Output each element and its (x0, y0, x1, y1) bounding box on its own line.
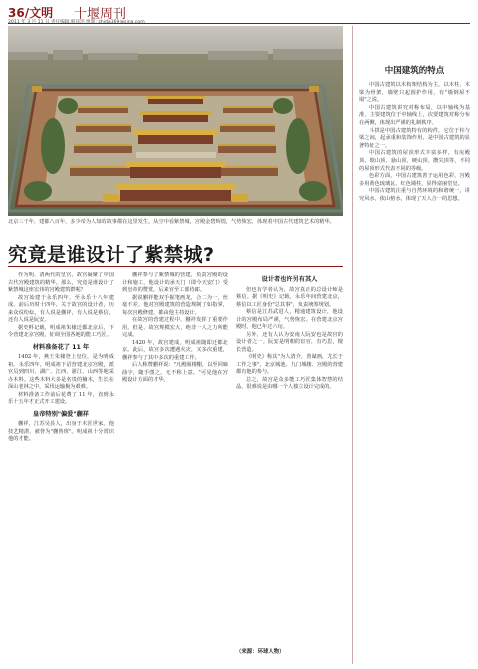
publication-title: 十堰周刊 (74, 7, 127, 22)
paragraph: 色彩方面，中国古建筑善于运用色彩，宫殿多用黄色琉璃瓦、红色墙柱，显得富丽堂皇。 (359, 173, 470, 187)
paragraph: 1402 年，燕王朱棣登上皇位，是为明成祖。永乐四年，明成祖下诏营建北京宫殿，派官员到四川、湖广、江西、浙江、山西等地采办木料。这些木料大多是名贵的楠木，生长在深山老林之中，采伐运输极为艰难。 (8, 354, 114, 390)
sidebar-text (359, 82, 470, 204)
paragraph: 故宫始建于永乐四年，至永乐十八年建成，前后历时十四年。关于故宫的设计者，历来众说纷纭，有人说是蒯祥，有人说是蔡信，还有人说是阮安。 (8, 294, 114, 323)
paragraph: 在故宫的营建过程中，蒯祥发挥了重要作用，但是，故宫规模宏大，绝非一人之力所能完成。 (122, 317, 228, 338)
headline-rule (8, 266, 343, 267)
sidebar-column (352, 26, 470, 664)
page-section: 36/文明 (8, 6, 54, 20)
section-heading: 材料准备花了 11 年 (32, 343, 90, 351)
sidebar-title: 中国建筑的特点 (384, 66, 445, 76)
paragraph: 作为明、清两代的皇宫，故宫凝聚了中国古代宫殿建筑的精华。那么，究竟是谁设计了紫禁城这座宏伟的宫殿建筑群呢？ (8, 272, 114, 293)
paragraph: 蒯祥，江苏吴县人，出身于木匠世家。他技艺精湛，被誉为"蒯鲁班"。明成祖十分赏识他的才能。 (8, 421, 114, 442)
article-credit: （来源：环球人物） (236, 649, 285, 655)
paragraph: 蒯祥参与了紫禁城的营建，负责宫殿的设计和施工，他设计的承天门（即今天安门）受到皇帝的赞赏，后来官至工部侍郎。 (122, 272, 228, 293)
paragraph: 1420 年，故宫建成，明成祖随即迁都北京。此后，故宫多次遭遇火灾，又多次重建，蒯祥参与了其中多次的重建工作。 (122, 339, 228, 361)
article-column-1 (8, 272, 114, 662)
paragraph: 中国古建筑注重与自然环境的和谐统一，讲究风水，依山傍水，体现了天人合一的思想。 (359, 188, 470, 202)
paragraph: 中国古建筑的屋顶形式丰富多样，有庑殿顶、歇山顶、悬山顶、硬山顶、攒尖顶等，不同的屋顶形式代表不同的等级。 (359, 150, 470, 172)
photo-caption: 北京三千年，建都八百年，多少帝为人知的故事都在这里发生。从空中看紫禁城，宫殿金碧辉煌，气势恢宏，体现着中国古代建筑艺术的精华。 (8, 219, 335, 225)
paragraph: 但也有学者认为，故宫真正的总设计师是蔡信。据《明史》记载，永乐年间营建北京，蔡信以工匠身份"总其事"，负责统筹规划。 (236, 286, 343, 308)
paragraph: 中国古建筑讲究对称布局，以中轴线为基准，主要建筑位于中轴线上，次要建筑对称分布在两侧，体现出严谨的礼制秩序。 (359, 104, 470, 126)
article-column-2 (122, 272, 228, 662)
paragraph: 斗拱是中国古建筑特有的构件，它位于柱与梁之间，起承重和装饰作用，是中国古建筑的显著特征之一。 (359, 127, 470, 149)
issue-meta (8, 19, 145, 25)
article-column-3 (236, 272, 343, 644)
paragraph: 据史料记载，明成祖朱棣迁都北京后，下令营建北京宫殿，征调全国各地的能工巧匠。 (8, 324, 114, 338)
paragraph: 另外，还有人认为安南人阮安也是故宫的设计者之一。阮安是明朝的宦官，有巧思，擅长营造。 (236, 331, 343, 353)
masthead-rule (8, 23, 470, 24)
aerial-photo (8, 26, 343, 216)
paragraph: 蔡信是江苏武进人，精通建筑设计，他设计的宫殿布局严谨，气势恢宏。在营建北京宫殿时，他已年过六旬。 (236, 309, 343, 330)
section-heading: 设计者也许另有其人 (261, 276, 318, 283)
paragraph: 中国古建筑以木构架结构为主，以木柱、木梁为骨架，墙壁只起围护作用，有"墙倒屋不塌"之说。 (359, 82, 470, 104)
paragraph: 总之，故宫是众多能工巧匠集体智慧的结晶，很难说是由哪一个人独立设计完成的。 (236, 376, 343, 390)
paragraph: 后人称赞蒯祥说："凡殿阁楼榭，以至回廊曲宇，随手图之，无不称上意。"可见他在宫殿设计方面的才华。 (122, 362, 228, 383)
paragraph: 据说蒯祥能双手握笔画龙，合二为一，丝毫不差。他对宫殿建筑的营造规制了如指掌，每次宫殿修建，都由他主持设计。 (122, 294, 228, 316)
paragraph: 材料准备工作前后花费了 11 年，直到永乐十五年才正式开工建设。 (8, 391, 114, 405)
article-headline: 究竟是谁设计了紫禁城? (8, 244, 215, 266)
section-heading: 皇帝特别"偏爱"蒯祥 (33, 410, 89, 418)
paragraph: 《明史》称其"为人清介，善谋画，尤长于工作之事"，北京城池、九门城楼、宫殿的营建都有他的参与。 (236, 354, 343, 375)
